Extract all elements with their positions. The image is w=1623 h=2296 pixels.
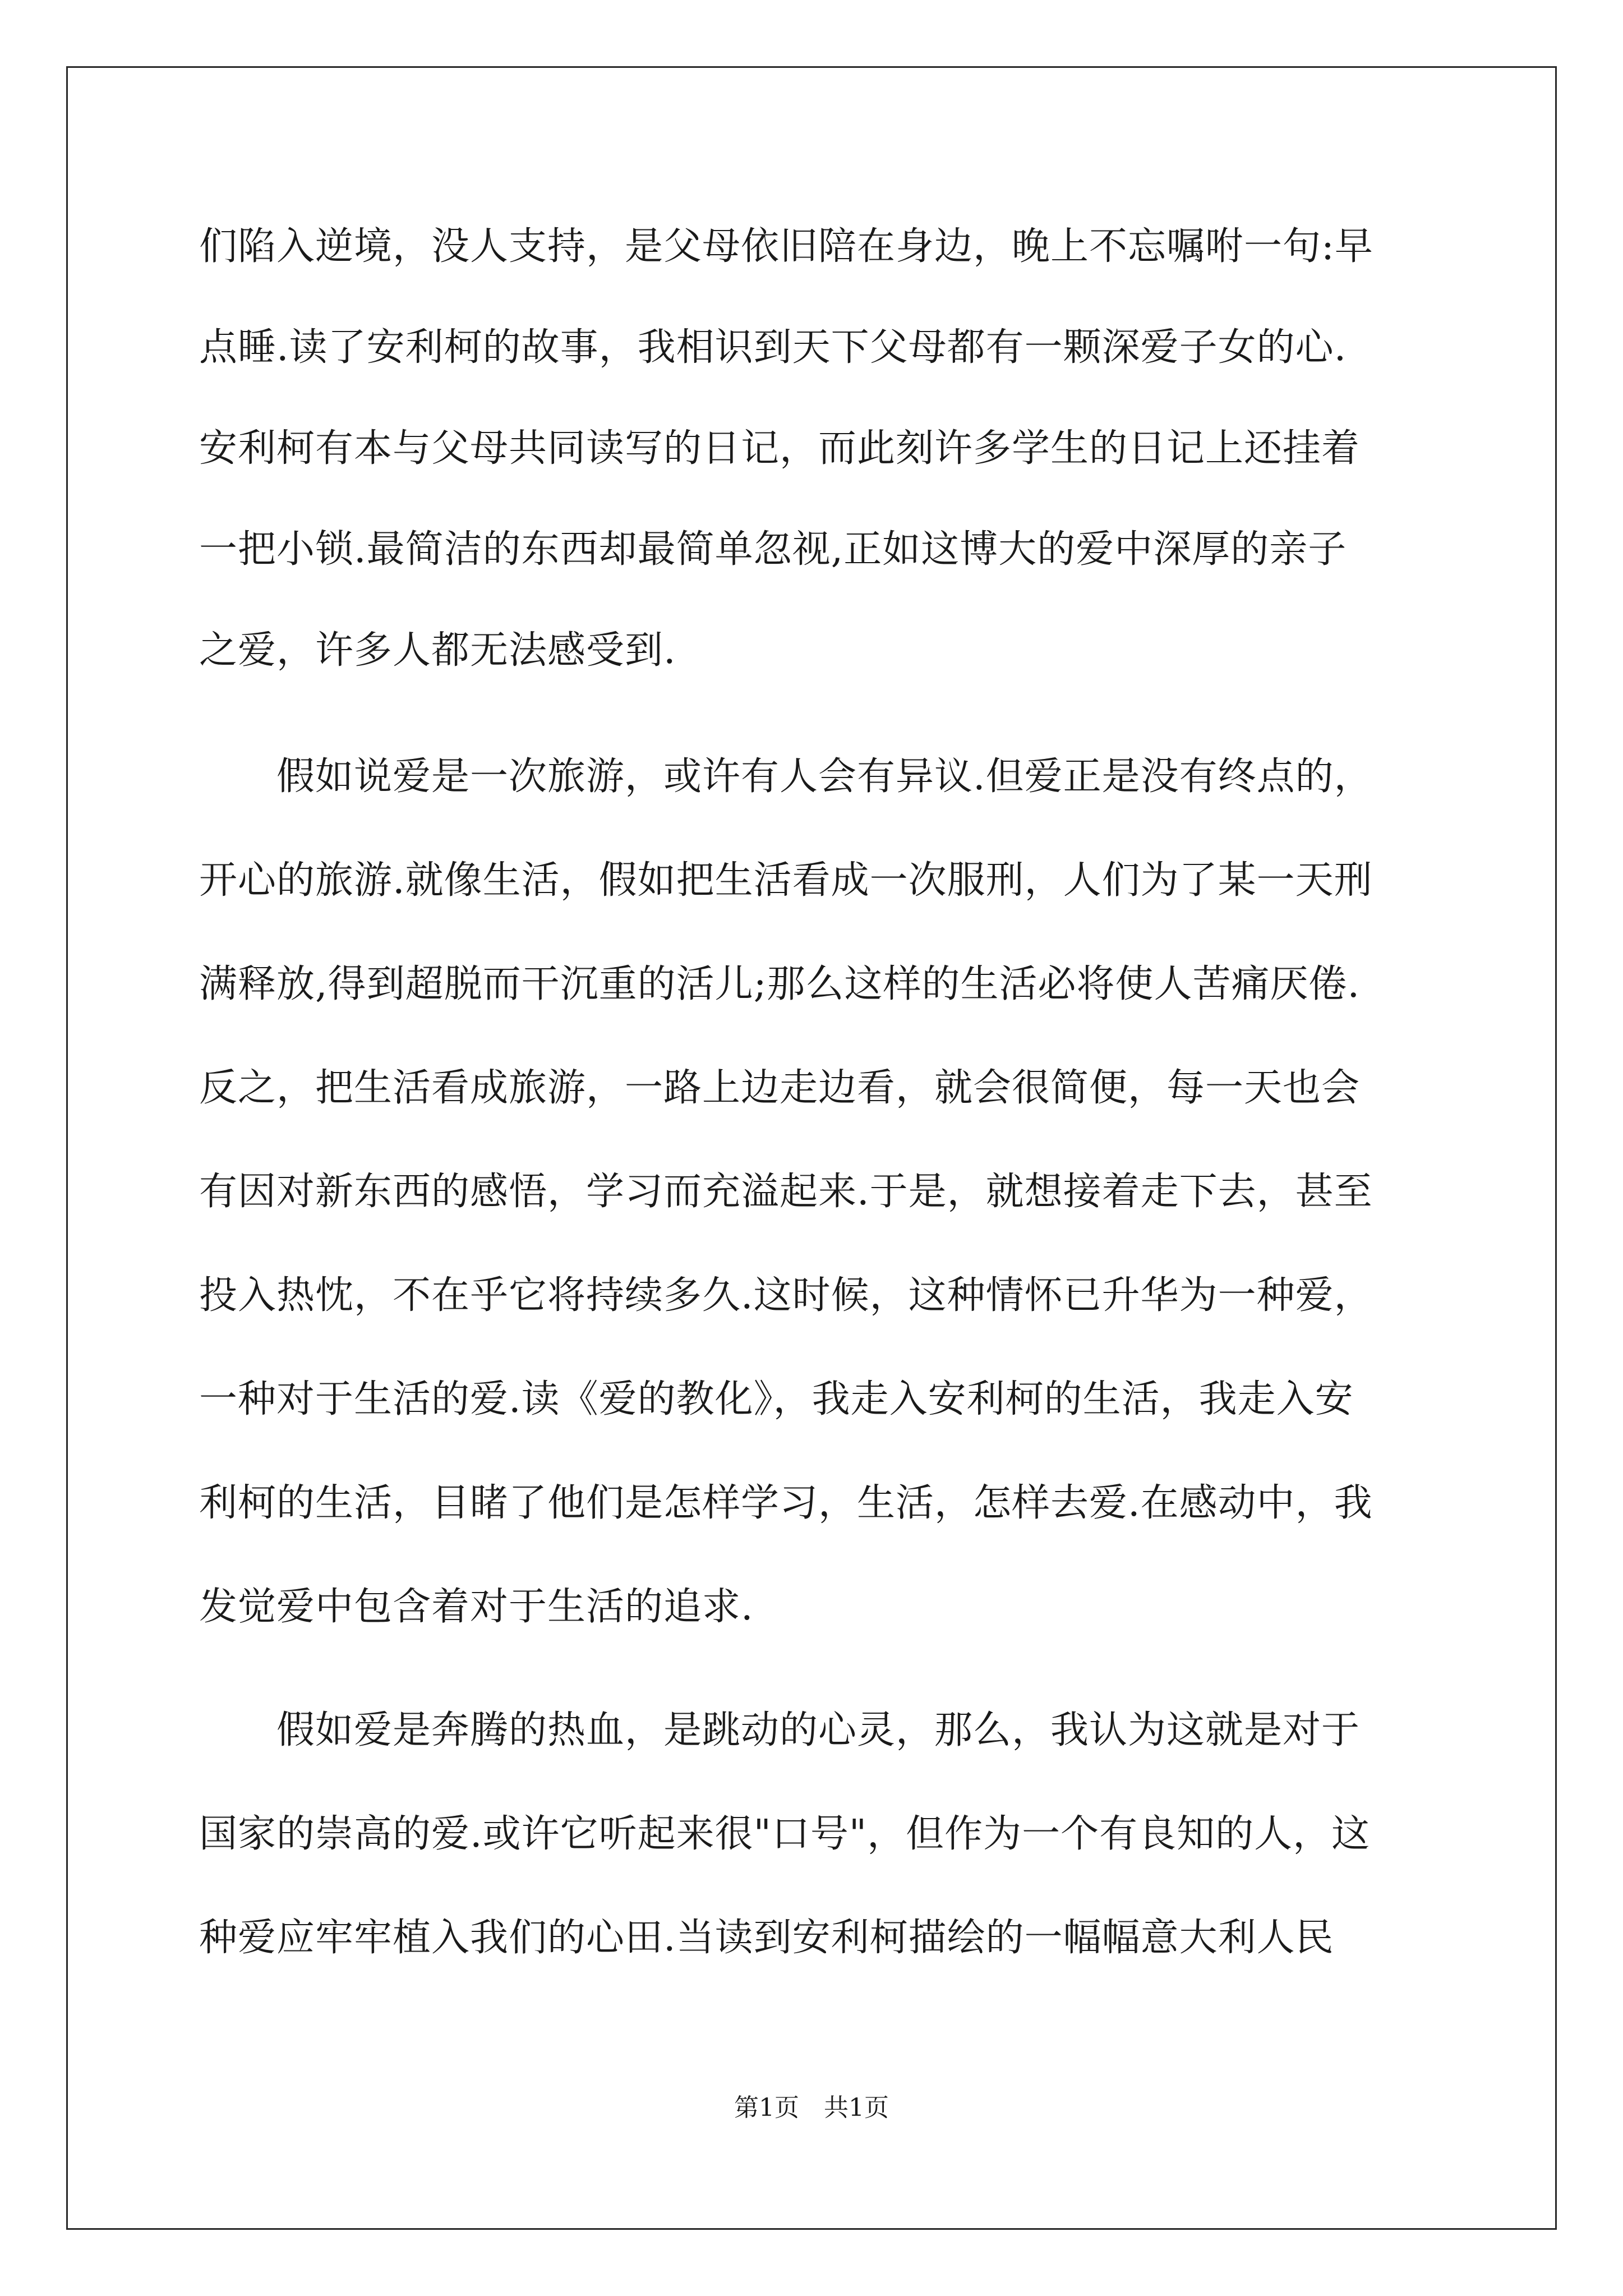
- page-footer: 第1页 共1页: [734, 2093, 889, 2122]
- text-line: 安利柯有本与父母共同读写的日记，而此刻许多学生的日记上还挂着: [199, 426, 1361, 471]
- text-line: 之爱，许多人都无法感受到.: [199, 628, 676, 673]
- text-line: 有因对新东西的感悟，学习而充溢起来.于是，就想接着走下去，甚至: [199, 1170, 1373, 1214]
- text-line: 点睡.读了安利柯的故事，我相识到天下父母都有一颗深爱子女的心.: [199, 325, 1347, 370]
- text-line: 满释放,得到超脱而干沉重的活儿;那么这样的生活必将使人苦痛厌倦.: [199, 962, 1361, 1006]
- text-line: 利柯的生活，目睹了他们是怎样学习，生活，怎样去爱.在感动中，我: [199, 1481, 1373, 1525]
- text-line: 假如爱是奔腾的热血，是跳动的心灵，那么，我认为这就是对于: [199, 1708, 1361, 1752]
- text-line: 发觉爱中包含着对于生活的追求.: [199, 1585, 754, 1629]
- text-line: 一种对于生活的爱.读《爱的教化》，我走入安利柯的生活，我走入安: [199, 1377, 1354, 1421]
- text-line: 一把小锁.最简洁的东西却最简单忽视,正如这博大的爱中深厚的亲子: [199, 527, 1347, 572]
- text-line: 种爱应牢牢植入我们的心田.当读到安利柯描绘的一幅幅意大利人民: [199, 1916, 1334, 1960]
- text-line: 开心的旅游.就像生活，假如把生活看成一次服刑，人们为了某一天刑: [199, 858, 1373, 903]
- text-line: 投入热忱，不在乎它将持续多久.这时候，这种情怀已升华为一种爱，: [199, 1273, 1373, 1318]
- text-line: 国家的崇高的爱.或许它听起来很"口号"，但作为一个有良知的人，这: [199, 1812, 1371, 1856]
- text-line: 反之，把生活看成旅游，一路上边走边看，就会很简便，每一天也会: [199, 1066, 1361, 1110]
- text-line: 假如说爱是一次旅游，或许有人会有异议.但爱正是没有终点的，: [199, 754, 1373, 799]
- page-border: [66, 66, 1557, 2230]
- text-line: 们陷入逆境，没人支持，是父母依旧陪在身边，晚上不忘嘱咐一句:早: [199, 224, 1373, 269]
